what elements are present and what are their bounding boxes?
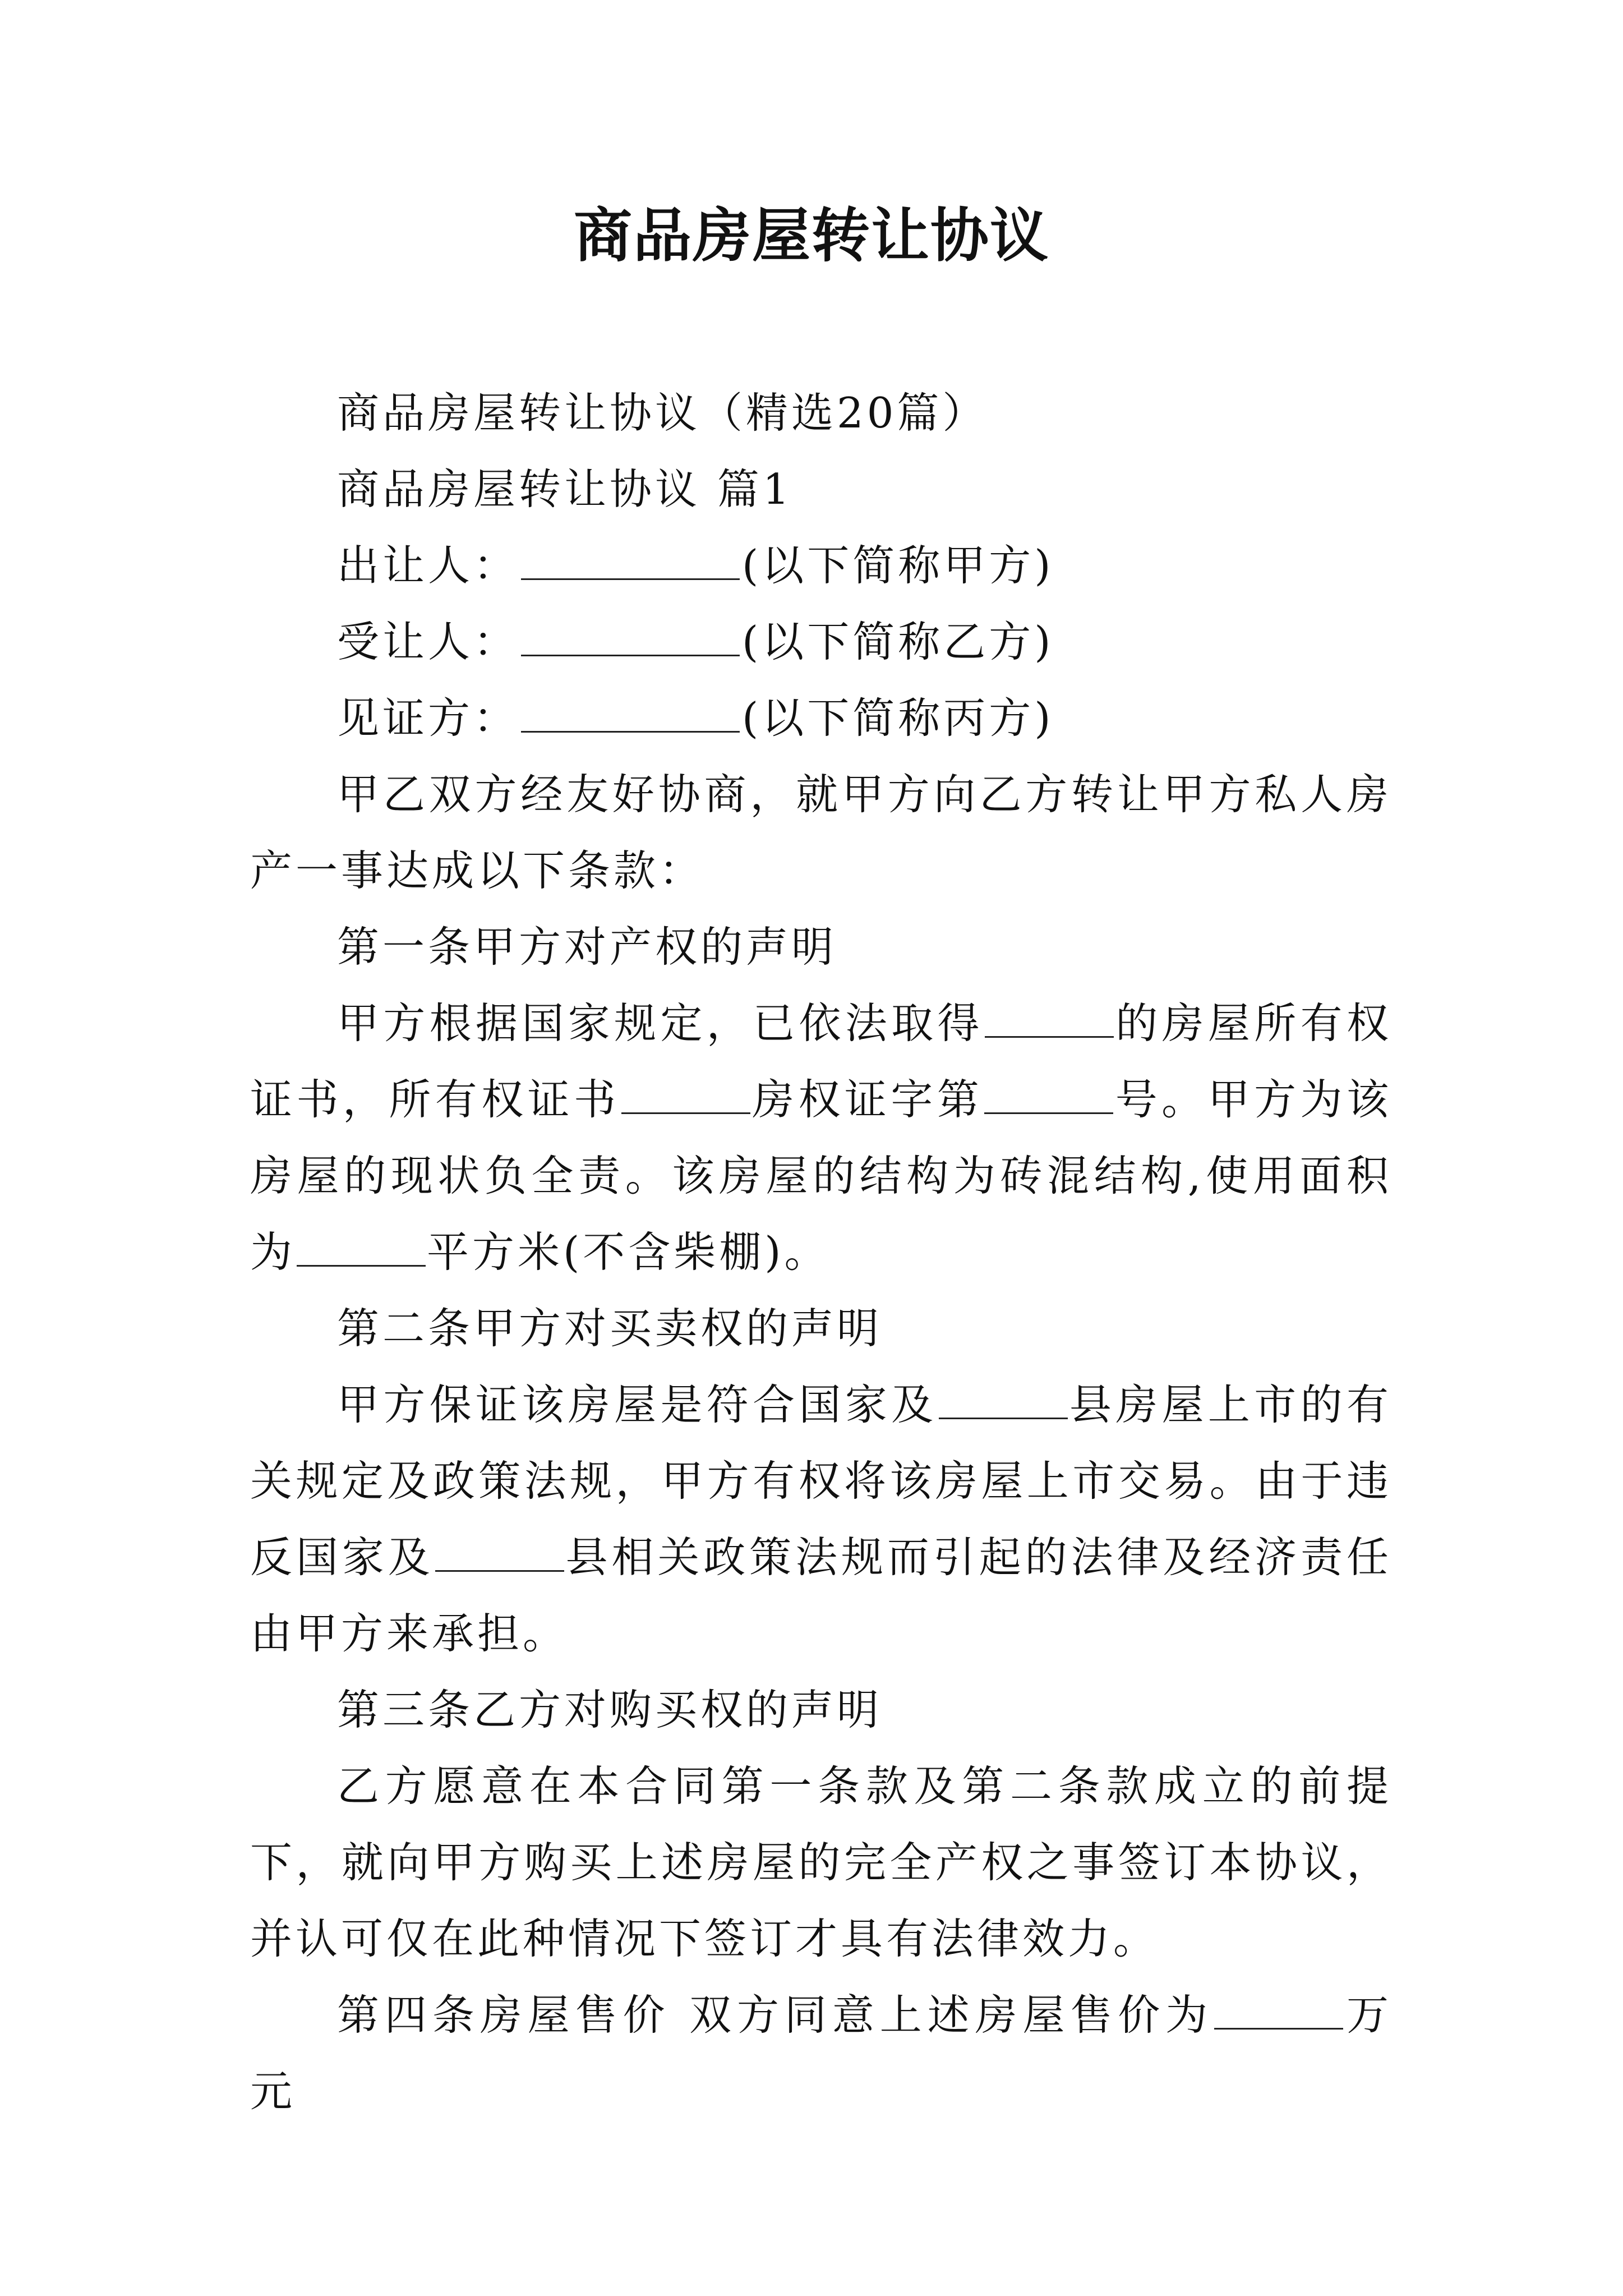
blank-field — [621, 1078, 750, 1114]
paragraph-preamble — [250, 756, 1392, 909]
text-segment: 第三条乙方对购买权的声明 — [337, 1685, 883, 1734]
blank-field — [1214, 1993, 1343, 2030]
document-title: 商品房屋转让协议 — [573, 201, 1049, 270]
text-segment: 平方米(不含柴棚)。 — [427, 1227, 830, 1277]
blank-field — [939, 1383, 1068, 1419]
paragraph-transferor — [250, 527, 1392, 604]
text-segment: 甲乙双方经友好协商，就甲方向乙方转让甲方私人房产一事达成以下条款： — [250, 770, 1392, 895]
text-segment: 第二条甲方对买卖权的声明 — [337, 1304, 883, 1353]
text-segment: 第四条房屋售价 双方同意上述房屋售价为 — [337, 1990, 1214, 2040]
paragraph-article-2-body — [250, 1366, 1392, 1672]
text-segment: 万元 — [250, 1990, 1392, 2116]
blank-field — [984, 1078, 1113, 1114]
paragraph-chapter-heading — [250, 451, 1392, 527]
paragraph-article-4 — [250, 1977, 1392, 2129]
text-segment: (以下简称甲方) — [742, 541, 1054, 590]
text-segment: 商品房屋转让协议 篇1 — [337, 464, 793, 514]
text-segment: (以下简称丙方) — [742, 693, 1054, 743]
blank-field — [521, 544, 740, 580]
paragraph-article-3-body — [250, 1748, 1392, 1977]
paragraph-subtitle — [250, 375, 1392, 451]
blank-field — [521, 620, 740, 656]
text-segment: 甲方根据国家规定，已依法取得 — [337, 999, 984, 1048]
blank-field — [435, 1535, 564, 1572]
text-segment: (以下简称乙方) — [742, 617, 1054, 666]
text-segment: 商品房屋转让协议（精选20篇） — [337, 388, 988, 438]
text-segment: 见证方： — [337, 693, 519, 743]
text-segment: 甲方保证该房屋是符合国家及 — [337, 1380, 938, 1429]
paragraph-article-1-heading — [250, 909, 1392, 985]
text-segment: 号。甲方为该房屋的现状负全责。该房屋的结构为砖混结构,使用面积为 — [250, 1075, 1392, 1277]
blank-field — [297, 1230, 426, 1267]
text-segment: 乙方愿意在本合同第一条款及第二条款成立的前提下，就向甲方购买上述房屋的完全产权之事签订本协议，并认可仅在此种情况下签订才具有法律效力。 — [250, 1761, 1392, 1963]
text-segment: 出让人： — [337, 541, 519, 590]
blank-field — [985, 1001, 1114, 1038]
paragraph-article-1-body — [250, 985, 1392, 1290]
text-segment: 第一条甲方对产权的声明 — [337, 922, 837, 972]
paragraph-article-3-heading — [250, 1672, 1392, 1748]
blank-field — [521, 696, 740, 733]
text-segment: 县相关政策法规而引起的法律及经济责任由甲方来承担。 — [250, 1533, 1392, 1658]
text-segment: 房权证字第 — [751, 1075, 984, 1124]
paragraph-article-2-heading — [250, 1290, 1392, 1366]
text-segment: 的房屋所有权证书，所有权证书 — [250, 999, 1392, 1124]
document-body — [250, 375, 1392, 2129]
paragraph-witness — [250, 680, 1392, 756]
text-segment: 县房屋上市的有关规定及政策法规，甲方有权将该房屋上市交易。由于违反国家及 — [250, 1380, 1392, 1582]
text-segment: 受让人： — [337, 617, 519, 666]
paragraph-transferee — [250, 604, 1392, 680]
